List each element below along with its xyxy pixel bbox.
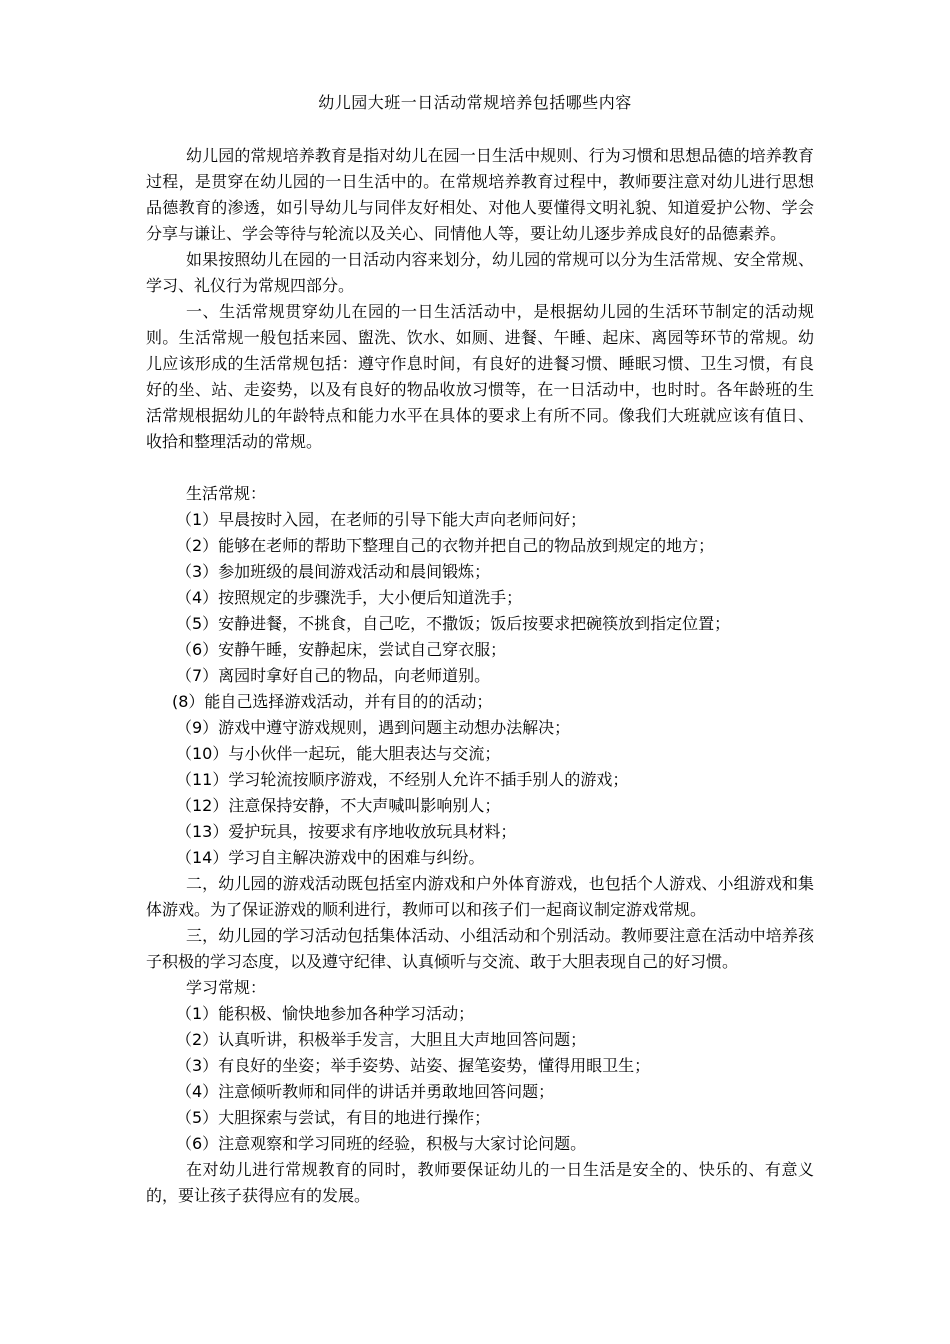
life-rule-item: （6）安静午睡，安静起床，尝试自己穿衣服；: [176, 640, 507, 659]
life-rules-heading: 生活常规：: [186, 484, 267, 503]
study-rules-heading: 学习常规：: [186, 978, 267, 997]
study-rule-item: （6）注意观察和学习同班的经验，积极与大家讨论问题。: [176, 1134, 587, 1153]
study-rule-item: （4）注意倾听教师和同伴的讲话并勇敢地回答问题；: [176, 1082, 555, 1101]
study-rule-item: （3）有良好的坐姿；举手姿势、站姿、握笔姿势，懂得用眼卫生；: [176, 1056, 651, 1075]
life-rule-item: （9）游戏中遵守游戏规则，遇到问题主动想办法解决；: [176, 718, 571, 737]
blank-line: [146, 455, 814, 481]
intro-paragraph-2: 如果按照幼儿在园的一日活动内容来划分，幼儿园的常规可以分为生活常规、安全常规、学习、礼仪行为常规四部分。: [146, 250, 814, 295]
life-rule-item: （10）与小伙伴一起玩，能大胆表达与交流；: [176, 744, 501, 763]
life-rule-item: （7）离园时拿好自己的物品，向老师道别。: [176, 666, 491, 685]
life-rules-paragraph: 一、生活常规贯穿幼儿在园的一日生活活动中，是根据幼儿园的生活环节制定的活动规则。生活常规一般包括来园、盥洗、饮水、如厕、进餐、午睡、起床、离园等环节的常规。幼儿应该形成的生活常规包括：遵守作息时间，有良好的进餐习惯、睡眠习惯、卫生习惯，有良好的坐、站、走姿势，以及有良好的物品收放习惯等，在一日活动中，也时时。各年龄班的生活常规根据幼儿的年龄特点和能力水平在具体的要求上有所不同。像我们大班就应该有值日、收拾和整理活动的常规。: [146, 302, 814, 451]
life-rule-item: （12）注意保持安静，不大声喊叫影响别人；: [176, 796, 501, 815]
life-rule-item: （1）早晨按时入园，在老师的引导下能大声向老师问好；: [176, 510, 587, 529]
intro-paragraph-1: 幼儿园的常规培养教育是指对幼儿在园一日生活中规则、行为习惯和思想品德的培养教育过程，是贯穿在幼儿园的一日生活中的。在常规培养教育过程中，教师要注意对幼儿进行思想品德教育的渗透，如引导幼儿与同伴友好相处、对他人要懂得文明礼貌、知道爱护公物、学会分享与谦让、学会等待与轮流以及关心、同情他人等，要让幼儿逐步养成良好的品德素养。: [146, 146, 814, 243]
life-rule-item: (8）能自己选择游戏活动，并有目的的活动；: [172, 692, 493, 711]
study-paragraph: 三，幼儿园的学习活动包括集体活动、小组活动和个别活动。教师要注意在活动中培养孩子积极的学习态度，以及遵守纪律、认真倾听与交流、敢于大胆表现自己的好习惯。: [146, 926, 814, 971]
life-rule-item: （2）能够在老师的帮助下整理自己的衣物并把自己的物品放到规定的地方；: [176, 536, 715, 555]
life-rule-item: （13）爱护玩具，按要求有序地收放玩具材料；: [176, 822, 517, 841]
study-rule-item: （5）大胆探索与尝试，有目的地进行操作；: [176, 1108, 491, 1127]
study-rule-item: （2）认真听讲，积极举手发言，大胆且大声地回答问题；: [176, 1030, 587, 1049]
life-rule-item: （3）参加班级的晨间游戏活动和晨间锻炼；: [176, 562, 491, 581]
document-body: [146, 143, 814, 1209]
life-rule-item: （4）按照规定的步骤洗手，大小便后知道洗手；: [176, 588, 523, 607]
game-paragraph: 二，幼儿园的游戏活动既包括室内游戏和户外体育游戏，也包括个人游戏、小组游戏和集体游戏。为了保证游戏的顺利进行，教师可以和孩子们一起商议制定游戏常规。: [146, 874, 814, 919]
conclusion-paragraph: 在对幼儿进行常规教育的同时，教师要保证幼儿的一日生活是安全的、快乐的、有意义的，要让孩子获得应有的发展。: [146, 1160, 814, 1205]
life-rule-item: （5）安静进餐，不挑食，自己吃，不撒饭；饭后按要求把碗筷放到指定位置；: [176, 614, 731, 633]
life-rule-item: （11）学习轮流按顺序游戏，不经别人允许不插手别人的游戏；: [176, 770, 629, 789]
study-rule-item: （1）能积极、愉快地参加各种学习活动；: [176, 1004, 475, 1023]
document-title: 幼儿园大班一日活动常规培养包括哪些内容: [318, 93, 632, 112]
life-rule-item: （14）学习自主解决游戏中的困难与纠纷。: [176, 848, 485, 867]
